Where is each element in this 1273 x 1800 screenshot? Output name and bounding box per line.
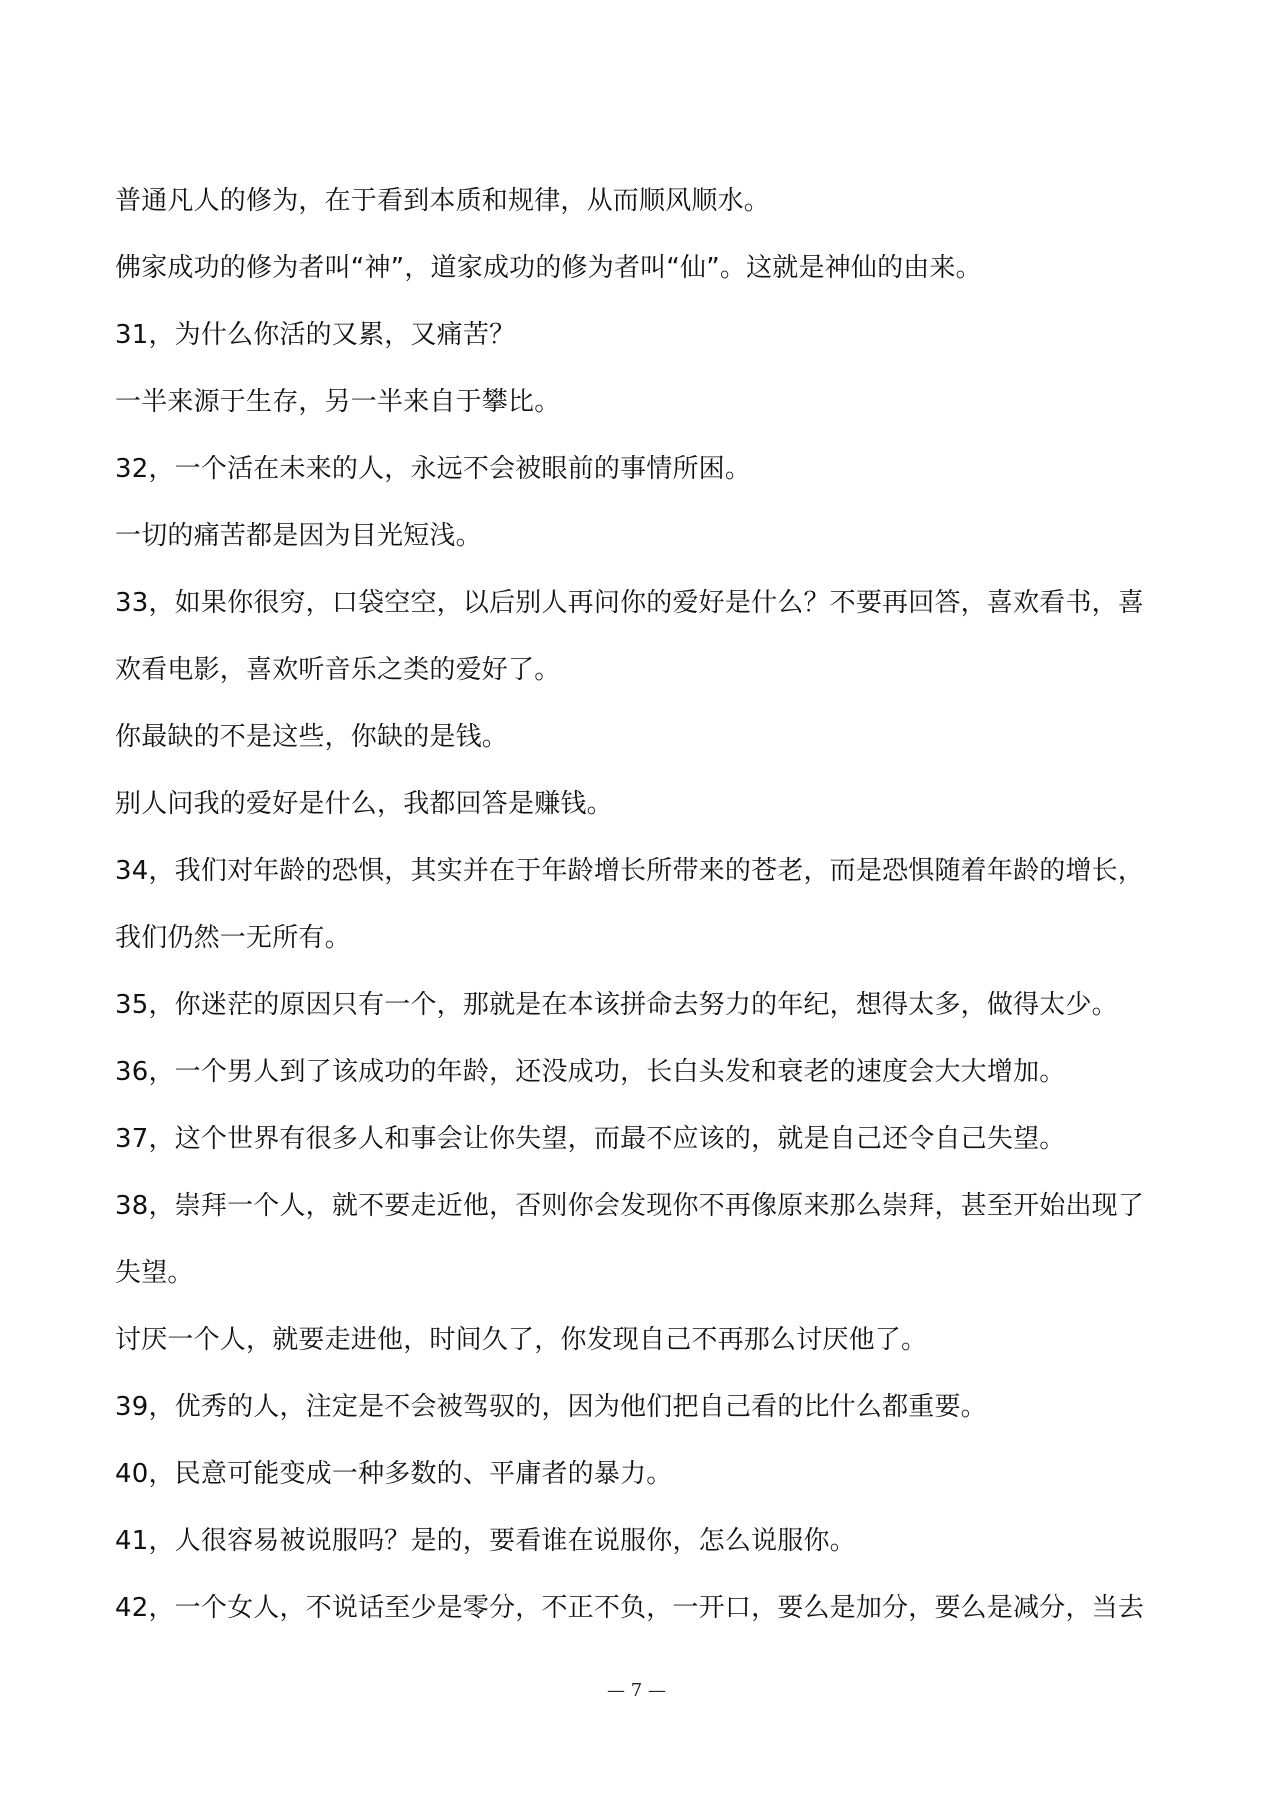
text-line: 31，为什么你活的又累，又痛苦？: [115, 320, 516, 350]
text-line: 一切的痛苦都是因为目光短浅。: [115, 521, 482, 551]
text-line: 37，这个世界有很多人和事会让你失望，而最不应该的，就是自己还令自己失望。: [115, 1124, 1066, 1154]
text-line: 一半来源于生存，另一半来自于攀比。: [115, 387, 561, 417]
text-line: 35，你迷茫的原因只有一个，那就是在本该拼命去努力的年纪，想得太多，做得太少。: [115, 990, 1118, 1020]
text-line: 40，民意可能变成一种多数的、平庸者的暴力。: [115, 1459, 673, 1489]
text-line: 我们仍然一无所有。: [115, 923, 351, 953]
text-line: 33，如果你很穷，口袋空空，以后别人再问你的爱好是什么？不要再回答，喜欢看书，喜: [115, 588, 1145, 618]
text-line: 41，人很容易被说服吗？是的，要看谁在说服你，怎么说服你。: [115, 1526, 856, 1556]
page-body: [115, 168, 1165, 1642]
text-line: 佛家成功的修为者叫“神”，道家成功的修为者叫“仙”。这就是神仙的由来。: [115, 253, 982, 283]
text-line: 你最缺的不是这些，你缺的是钱。: [115, 722, 509, 752]
text-line: 36，一个男人到了该成功的年龄，还没成功，长白头发和衰老的速度会大大增加。: [115, 1057, 1066, 1087]
page-number: — 7 —: [607, 1680, 666, 1701]
text-line: 失望。: [115, 1258, 194, 1288]
text-line: 39，优秀的人，注定是不会被驾驭的，因为他们把自己看的比什么都重要。: [115, 1392, 987, 1422]
text-line: 34，我们对年龄的恐惧，其实并在于年龄增长所带来的苍老，而是恐惧随着年龄的增长，: [115, 856, 1145, 886]
text-line: 别人问我的爱好是什么，我都回答是赚钱。: [115, 789, 613, 819]
text-line: 32，一个活在未来的人，永远不会被眼前的事情所困。: [115, 454, 752, 484]
text-line: 讨厌一个人，就要走进他，时间久了，你发现自己不再那么讨厌他了。: [115, 1325, 928, 1355]
text-line: 42，一个女人，不说话至少是零分，不正不负，一开口，要么是加分，要么是减分，当去: [115, 1593, 1145, 1623]
text-line: 欢看电影，喜欢听音乐之类的爱好了。: [115, 655, 561, 685]
text-line: 38，崇拜一个人，就不要走近他，否则你会发现你不再像原来那么崇拜，甚至开始出现了: [115, 1191, 1145, 1221]
text-line: 普通凡人的修为，在于看到本质和规律，从而顺风顺水。: [115, 186, 771, 216]
